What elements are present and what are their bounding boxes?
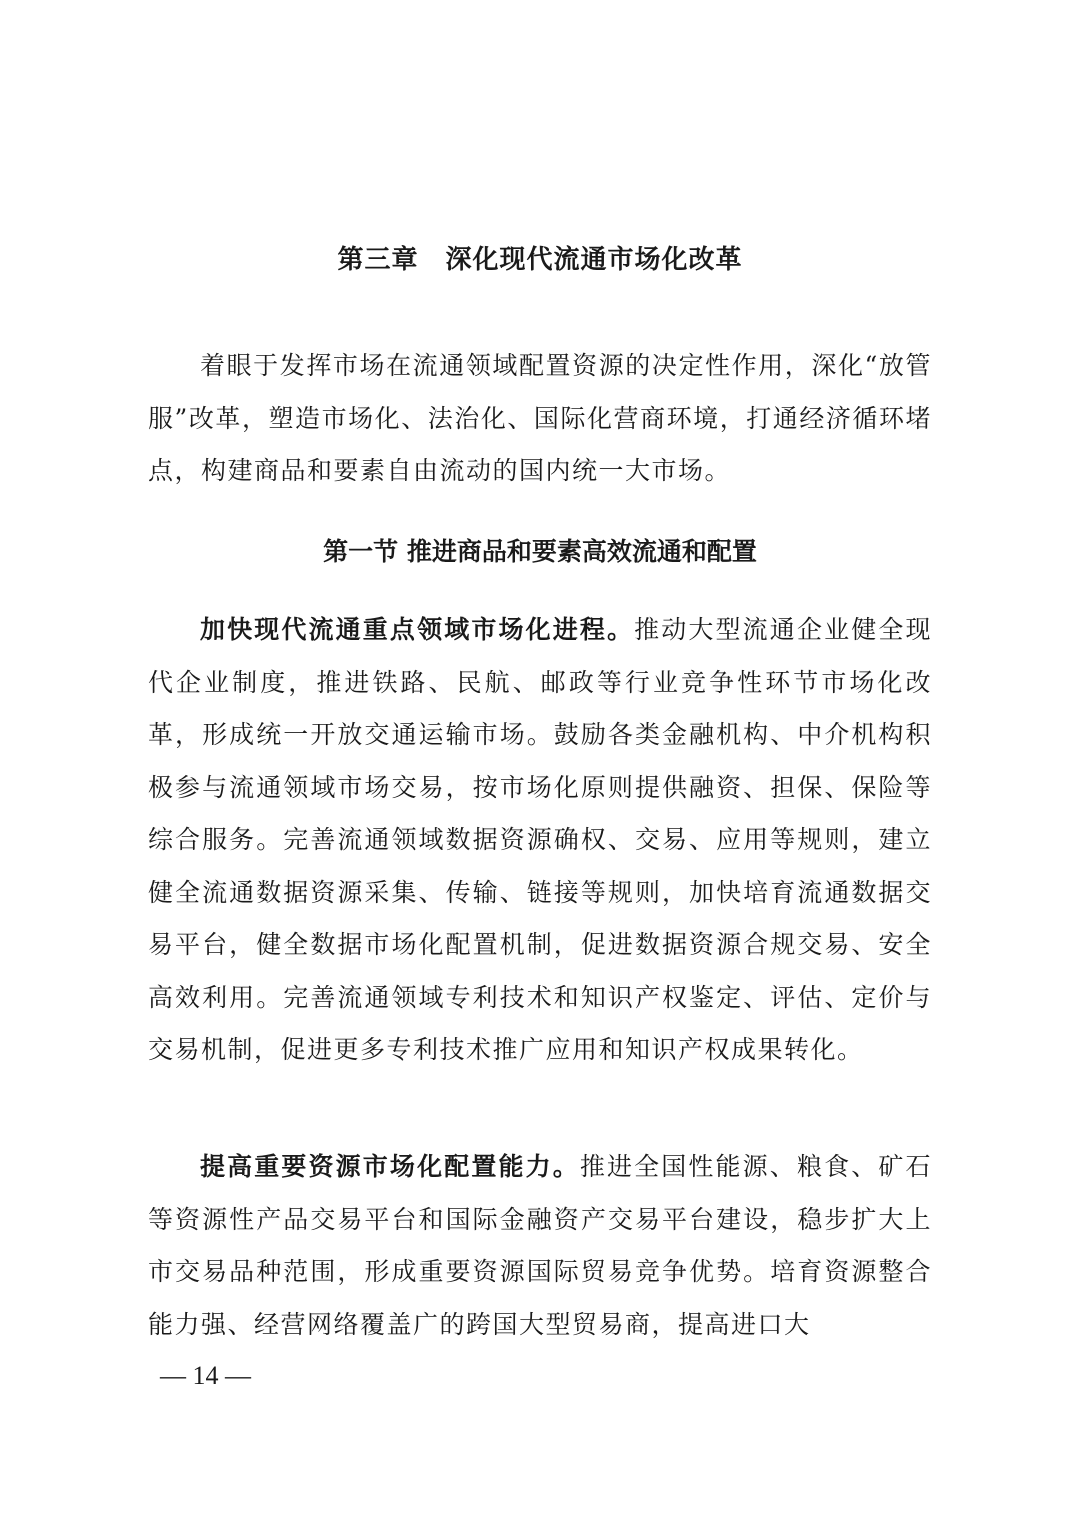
paragraph-lead: 提高重要资源市场化配置能力。	[200, 1152, 580, 1181]
page-number: — 14 —	[160, 1361, 251, 1390]
paragraph-text: 推动大型流通企业健全现代企业制度，推进铁路、民航、邮政等行业竞争性环节市场化改革，形成统一开放交通运输市场。鼓励各类金融机构、中介机构积极参与流通领域市场交易，按市场化原则提供融资、担保、保险等综合服务。完善流通领域数据资源确权、交易、应用等规则，建立健全流通数据资源采集、传输、链接等规则，加快培育流通数据交易平台，健全数据市场化配置机制，促进数据资源合规交易、安全高效利用。完善流通领域专利技术和知识产权鉴定、评估、定价与交易机制，促进更多专利技术推广应用和知识产权成果转化。	[148, 615, 932, 1064]
section-title: 第一节 推进商品和要素高效流通和配置	[323, 537, 757, 566]
intro-paragraph: 着眼于发挥市场在流通领域配置资源的决定性作用，深化“放管服”改革，塑造市场化、法治化、国际化营商环境，打通经济循环堵点，构建商品和要素自由流动的国内统一大市场。	[148, 351, 932, 485]
body-paragraph	[148, 1141, 932, 1351]
paragraph-text: 推进全国性能源、粮食、矿石等资源性产品交易平台和国际金融资产交易平台建设，稳步扩大上市交易品种范围，形成重要资源国际贸易竞争优势。培育资源整合能力强、经营网络覆盖广的跨国大型贸易商，提高进口大	[148, 1152, 932, 1339]
paragraph-lead: 加快现代流通重点领域市场化进程。	[200, 615, 635, 644]
chapter-title: 第三章 深化现代流通市场化改革	[337, 245, 743, 275]
body-paragraph	[148, 604, 932, 1077]
